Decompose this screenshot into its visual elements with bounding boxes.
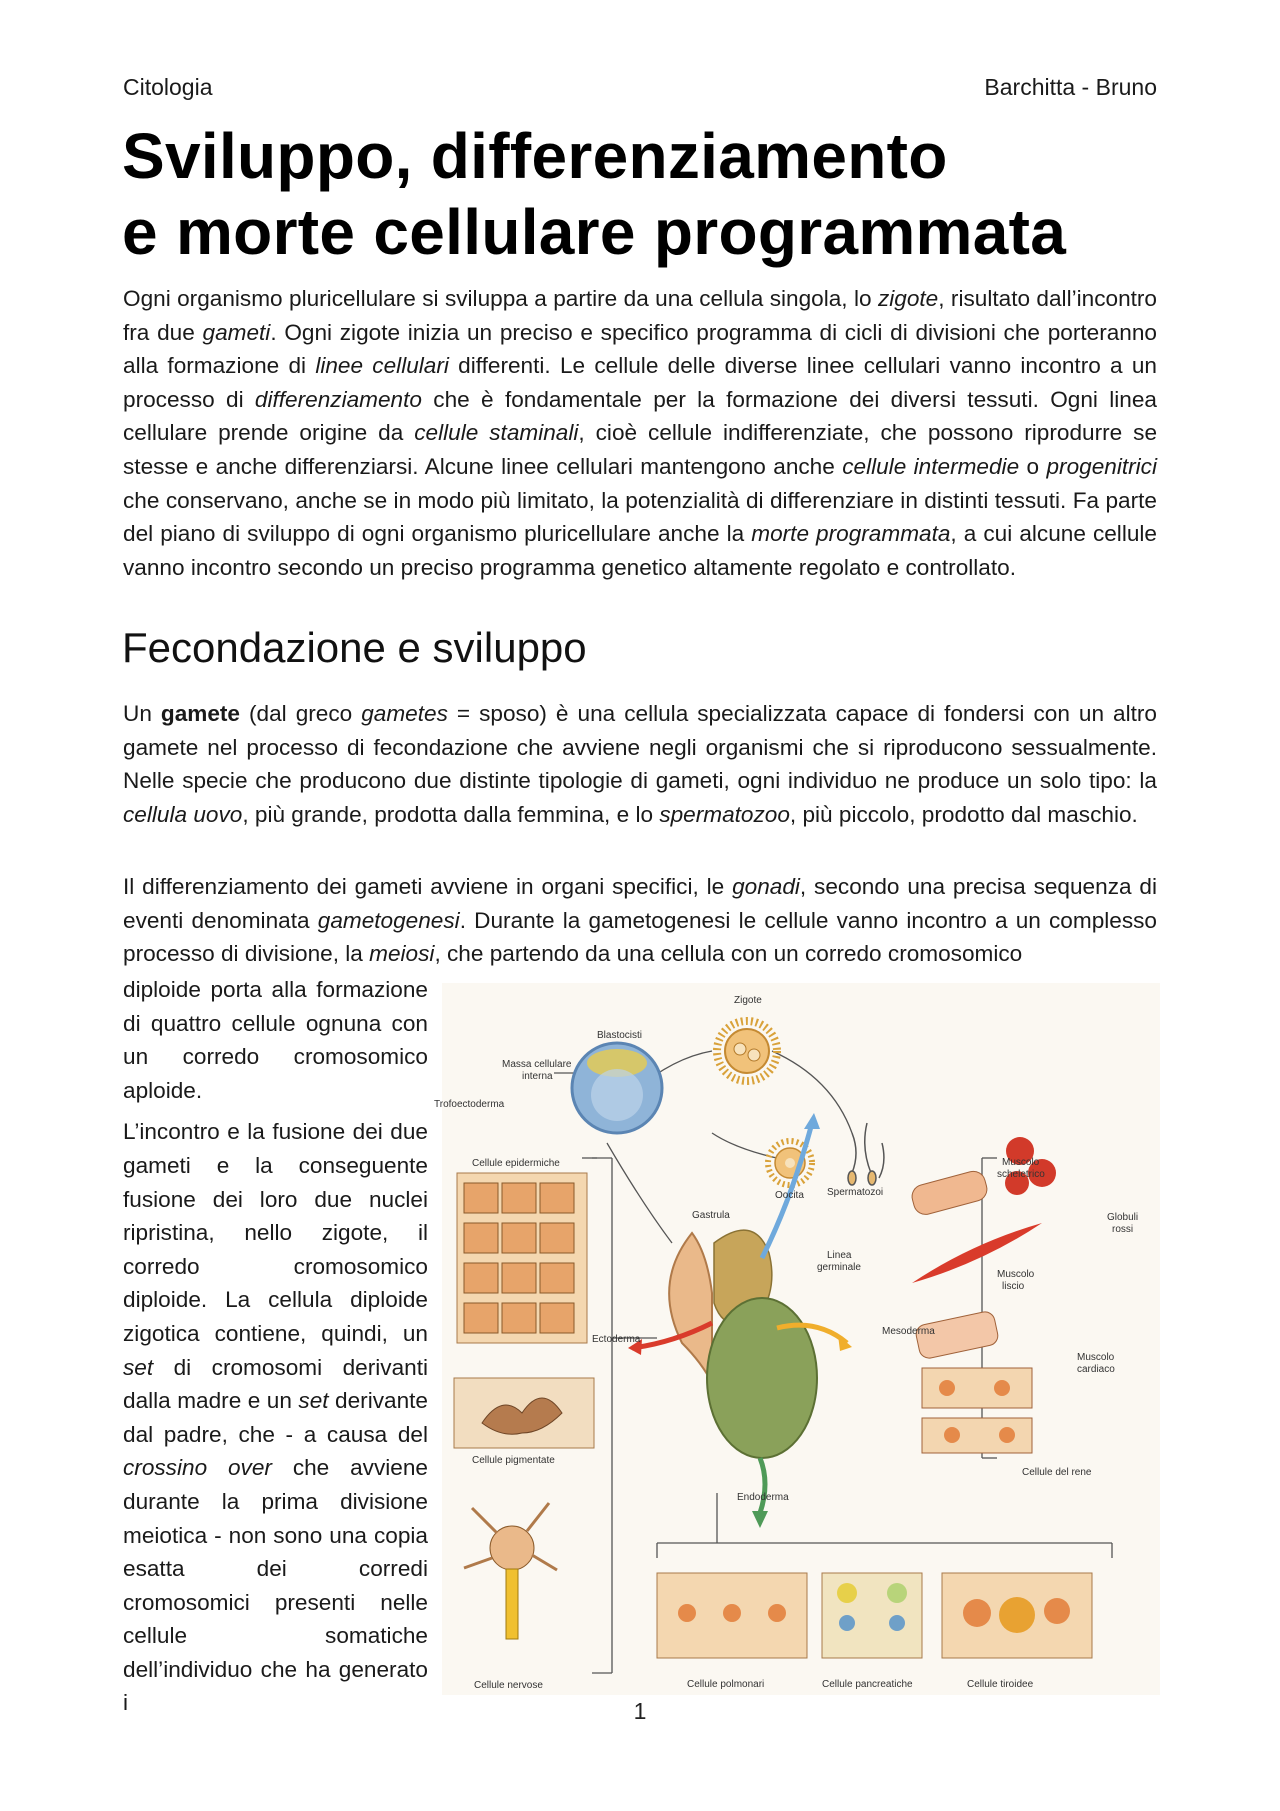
- header-authors: Barchitta - Bruno: [984, 74, 1157, 100]
- label-cellule-tiroidee: Cellule tiroidee: [967, 1679, 1034, 1690]
- fusion-paragraph: L’incontro e la fusione dei due gameti e la conseguente fusione dei loro due nuclei ripristina, nello zigote, il corredo cromosomico diploide. La cellula diploide zigotica contiene, quindi, un set di cromosomi derivanti dalla madre e un set derivante dal padre, che - a causa del crossino over che avviene durante la prima divisione meiotica - non sono una copia esatta dei corredi cromosomici presenti nelle cellule somatiche dell’individuo che ha generato i: [123, 1119, 428, 1716]
- label-gastrula: Gastrula: [692, 1210, 730, 1221]
- label-massa-1: Massa cellulare: [502, 1059, 572, 1070]
- label-massa-2: interna: [522, 1071, 553, 1082]
- pancreatic-cells-illustration: [822, 1573, 922, 1658]
- side-column-text: [123, 973, 428, 1728]
- page-number: 1: [633, 1698, 647, 1724]
- label-blastocisti: Blastocisti: [597, 1030, 643, 1041]
- section-heading: Fecondazione e sviluppo: [122, 624, 587, 671]
- label-trofoectoderma: Trofoectoderma: [434, 1099, 505, 1110]
- label-muscolo-scheletrico-2: scheletrico: [997, 1169, 1045, 1180]
- label-cellule-polmonari: Cellule polmonari: [687, 1679, 765, 1690]
- gamete-paragraph: Un gamete (dal greco gametes = sposo) è una cellula specializzata capace di fondersi con un altro gamete nel processo di fecondazione che avviene negli organismi che si riproducono sessualmente. Nelle specie che producono due distinte tipologie di gameti, ogni individuo ne produce un solo tipo: la cellula uovo, più grande, prodotta dalla femmina, e lo spermatozoo, più piccolo, prodotto dal maschio.: [123, 701, 1157, 827]
- thyroid-cells-illustration: [942, 1573, 1092, 1658]
- kidney-cells-illustration: [922, 1368, 1032, 1453]
- gastrula-illustration: [628, 1113, 852, 1528]
- pigmented-cells-illustration: [454, 1378, 594, 1448]
- sperm-illustration: [848, 1123, 884, 1185]
- label-mesoderma: Mesoderma: [882, 1326, 935, 1337]
- label-muscolo-scheletrico-1: Muscolo: [1002, 1157, 1040, 1168]
- label-cellule-epidermiche: Cellule epidermiche: [472, 1158, 560, 1169]
- label-endoderma: Endoderma: [737, 1492, 789, 1503]
- label-muscolo-cardiaco-1: Muscolo: [1077, 1352, 1115, 1363]
- label-muscolo-liscio-1: Muscolo: [997, 1269, 1035, 1280]
- label-muscolo-liscio-2: liscio: [1002, 1281, 1025, 1292]
- skeletal-muscle-illustration: [909, 1169, 989, 1217]
- nervous-cell-illustration: [464, 1503, 557, 1639]
- label-cellule-nervose: Cellule nervose: [474, 1680, 543, 1691]
- label-cellule-pancreatiche: Cellule pancreatiche: [822, 1679, 913, 1690]
- label-oocita: Oocita: [775, 1190, 804, 1201]
- label-globuli-2: rossi: [1112, 1224, 1134, 1235]
- label-muscolo-cardiaco-2: cardiaco: [1077, 1364, 1115, 1375]
- development-diagram: [434, 983, 1160, 1695]
- label-zigote: Zigote: [734, 995, 762, 1006]
- label-cellule-rene: Cellule del rene: [1022, 1467, 1092, 1478]
- title-line-2: e morte cellulare programmata: [122, 196, 1067, 268]
- label-globuli-1: Globuli: [1107, 1212, 1139, 1223]
- page-title: [122, 118, 1162, 270]
- lung-cells-illustration: [657, 1573, 807, 1658]
- label-spermatozoi: Spermatozoi: [827, 1187, 884, 1198]
- title-line-1: Sviluppo, differenziamento: [122, 120, 948, 192]
- gametogenesis-paragraph: Il differenziamento dei gameti avviene in organi specifici, le gonadi, secondo una precisa sequenza di eventi denominata gametogenesi. Durante la gametogenesi le cellule vanno incontro a un complesso processo di divisione, la meiosi, che partendo da una cellula con un corredo cromosomico: [123, 874, 1157, 967]
- intro-paragraph: Ogni organismo pluricellulare si sviluppa a partire da una cellula singola, lo zigote, risultato dall’incontro fra due gameti. Ogni zigote inizia un preciso e specifico programma di cicli di divisioni che porteranno alla formazione di linee cellulari differenti. Le cellule delle diverse linee cellulari vanno incontro a un processo di differenziamento che è fondamentale per la formazione dei diversi tessuti. Ogni linea cellulare prende origine da cellule staminali, cioè cellule indifferenziate, che possono riprodurre se stesse e anche differenziarsi. Alcune linee cellulari mantengono anche cellule intermedie o progenitrici che conservano, anche se in modo più limitato, la potenzialità di differenziare in distinti tessuti. Fa parte del piano di sviluppo di ogni organismo pluricellulare anche la morte programmata, a cui alcune cellule vanno incontro secondo un preciso programma genetico altamente regolato e controllato.: [123, 286, 1158, 580]
- label-linea-1: Linea: [827, 1250, 852, 1261]
- gametogenesis-continuation: diploide porta alla formazione di quattro cellule ognuna con un corredo cromosomico aploide.: [123, 977, 428, 1103]
- blastocyst-illustration: [572, 1043, 662, 1133]
- page-header: [123, 74, 1157, 101]
- development-diagram-svg: [434, 983, 1160, 1695]
- epidermal-cells-illustration: [457, 1173, 587, 1343]
- label-linea-2: germinale: [817, 1262, 861, 1273]
- header-subject: Citologia: [123, 74, 213, 100]
- zygote-illustration: [717, 1021, 777, 1081]
- label-ectoderma: Ectoderma: [592, 1334, 641, 1345]
- label-cellule-pigmentate: Cellule pigmentate: [472, 1455, 555, 1466]
